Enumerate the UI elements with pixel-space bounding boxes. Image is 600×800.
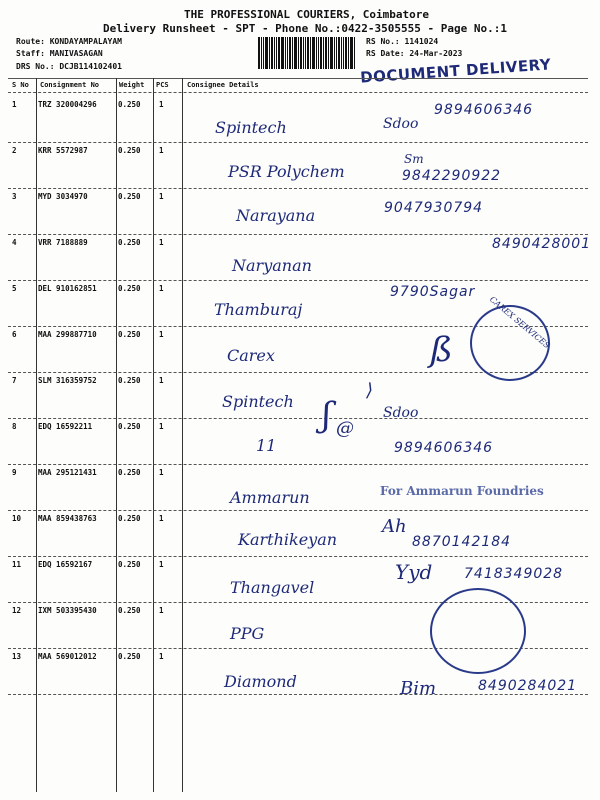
row-divider: [8, 464, 588, 465]
row-consignment-no: DEL 910162851: [38, 284, 97, 293]
document-delivery-stamp: DOCUMENT DELIVERY: [359, 55, 552, 87]
row-pcs: 1: [159, 238, 164, 247]
rs-date: RS Date: 24-Mar-2023: [366, 49, 463, 58]
row-pcs: 1: [159, 514, 164, 523]
row-divider: [8, 234, 588, 235]
arrow-icon: ⟩: [366, 380, 374, 401]
row-weight: 0.250: [118, 376, 141, 385]
row-consignee-handwritten: Carex: [227, 346, 275, 365]
row-weight: 0.250: [118, 652, 141, 661]
col-header-consignee: Consignee Details: [187, 81, 259, 89]
row-consignment-no: EDQ 16592167: [38, 560, 93, 569]
row-weight: 0.250: [118, 330, 141, 339]
document-subtitle: Delivery Runsheet - SPT - Phone No.:0422-3505555 - Page No.:1: [103, 22, 507, 35]
row-pcs: 1: [159, 422, 164, 431]
row-weight: 0.250: [118, 146, 141, 155]
row-consignment-no: EDQ 16592211: [38, 422, 93, 431]
row-sno: 12: [12, 606, 22, 615]
column-divider: [116, 78, 117, 792]
row-divider: [8, 510, 588, 511]
row-receipt-handwritten: 8490284021: [478, 678, 578, 694]
row-consignment-no: TRZ 320004296: [38, 100, 97, 109]
row-pcs: 1: [159, 192, 164, 201]
row-sno: 10: [12, 514, 22, 523]
row-receipt-handwritten: 7418349028: [464, 566, 564, 582]
row-pcs: 1: [159, 376, 164, 385]
carex-stamp-text: CAREX SERVICES: [487, 294, 552, 351]
row-consignment-no: MAA 859438763: [38, 514, 97, 523]
row-sno: 8: [12, 422, 17, 431]
row-pcs: 1: [159, 652, 164, 661]
row-consignee-handwritten: Spintech: [222, 392, 294, 411]
row-pcs: 1: [159, 330, 164, 339]
row-consignee-handwritten: Narayana: [236, 206, 316, 225]
row-sno: 9: [12, 468, 17, 477]
row-consignee-handwritten: PPG: [230, 624, 265, 643]
route-label: Route: KONDAYAMPALAYAM: [16, 37, 122, 46]
row-divider: [8, 142, 588, 143]
row-consignment-no: KRR 5572987: [38, 146, 88, 155]
row-sno: 13: [12, 652, 22, 661]
row-consignee-handwritten: Thamburaj: [214, 300, 303, 319]
barcode-icon: [258, 37, 358, 69]
signature-icon: @: [336, 418, 354, 439]
row-pcs: 1: [159, 284, 164, 293]
row-sno: 2: [12, 146, 17, 155]
row-weight: 0.250: [118, 606, 141, 615]
row-divider: [8, 188, 588, 189]
row-consignee-handwritten: Thangavel: [230, 578, 315, 597]
row-consignee-handwritten: Karthikeyan: [238, 530, 338, 549]
signature-icon: ß: [430, 330, 453, 370]
drs-number: DRS No.: DCJB114102401: [16, 62, 122, 71]
column-divider: [36, 78, 37, 792]
row-weight: 0.250: [118, 238, 141, 247]
row-consignee-handwritten: Diamond: [224, 672, 297, 691]
row-pcs: 1: [159, 560, 164, 569]
row-consignment-no: VRR 7188889: [38, 238, 88, 247]
row-receipt-handwritten: 8490428001: [492, 236, 592, 252]
row-weight: 0.250: [118, 468, 141, 477]
row-divider: [8, 694, 588, 695]
row-consignee-handwritten: Ammarun: [230, 488, 310, 507]
row-consignment-no: MAA 569012012: [38, 652, 97, 661]
signature-icon: Bim: [400, 678, 437, 699]
signature-icon: Sdoo: [383, 405, 419, 421]
row-consignment-no: MAA 299887710: [38, 330, 97, 339]
col-header-consignment: Consignment No: [40, 81, 100, 89]
row-consignee-handwritten: PSR Polychem: [228, 162, 345, 181]
signature-icon: Sm: [404, 152, 424, 166]
row-receipt-handwritten: 8870142184: [412, 534, 512, 550]
row-pcs: 1: [159, 100, 164, 109]
row-consignment-no: MYD 3034970: [38, 192, 88, 201]
signature-icon: Yyd: [395, 560, 433, 584]
row-consignee-handwritten: Naryanan: [232, 256, 312, 275]
row-divider: [8, 418, 588, 419]
row-divider: [8, 556, 588, 557]
row-receipt-handwritten: 9790Sagar: [390, 284, 476, 300]
row-sno: 6: [12, 330, 17, 339]
column-divider: [182, 78, 183, 792]
table-top-rule: [8, 78, 588, 79]
row-receipt-handwritten: 9842290922: [402, 168, 502, 184]
row-consignment-no: MAA 295121431: [38, 468, 97, 477]
col-header-sno: S No: [12, 81, 29, 89]
row-consignment-no: IXM 503395430: [38, 606, 97, 615]
signature-icon: Sdoo: [383, 116, 419, 132]
row-sno: 1: [12, 100, 17, 109]
row-consignee-handwritten: 11: [256, 436, 277, 455]
document-title: THE PROFESSIONAL COURIERS, Coimbatore: [184, 8, 430, 21]
row-weight: 0.250: [118, 192, 141, 201]
col-header-pcs: PCS: [156, 81, 169, 89]
row-pcs: 1: [159, 468, 164, 477]
row-sno: 5: [12, 284, 17, 293]
row-receipt-handwritten: 9047930794: [384, 200, 484, 216]
row-pcs: 1: [159, 606, 164, 615]
row-receipt-handwritten: 9894606346: [394, 440, 494, 456]
rs-number: RS No.: 1141024: [366, 37, 439, 46]
ammarun-stamp: For Ammarun Foundries: [380, 484, 544, 498]
institute-round-stamp-icon: [430, 588, 526, 674]
row-weight: 0.250: [118, 100, 141, 109]
signature-icon: ʃ: [322, 395, 332, 435]
row-receipt-handwritten: 9894606346: [434, 102, 534, 118]
row-sno: 11: [12, 560, 22, 569]
row-consignee-handwritten: Spintech: [215, 118, 287, 137]
staff-label: Staff: MANIVASAGAN: [16, 49, 103, 58]
row-consignment-no: SLM 316359752: [38, 376, 97, 385]
row-weight: 0.250: [118, 422, 141, 431]
header-rule: [8, 92, 588, 93]
row-sno: 4: [12, 238, 17, 247]
row-weight: 0.250: [118, 560, 141, 569]
row-sno: 7: [12, 376, 17, 385]
column-divider: [153, 78, 154, 792]
row-divider: [8, 280, 588, 281]
row-pcs: 1: [159, 146, 164, 155]
row-weight: 0.250: [118, 514, 141, 523]
row-sno: 3: [12, 192, 17, 201]
row-weight: 0.250: [118, 284, 141, 293]
col-header-weight: Weight: [119, 81, 145, 89]
signature-icon: Ah: [382, 516, 407, 537]
